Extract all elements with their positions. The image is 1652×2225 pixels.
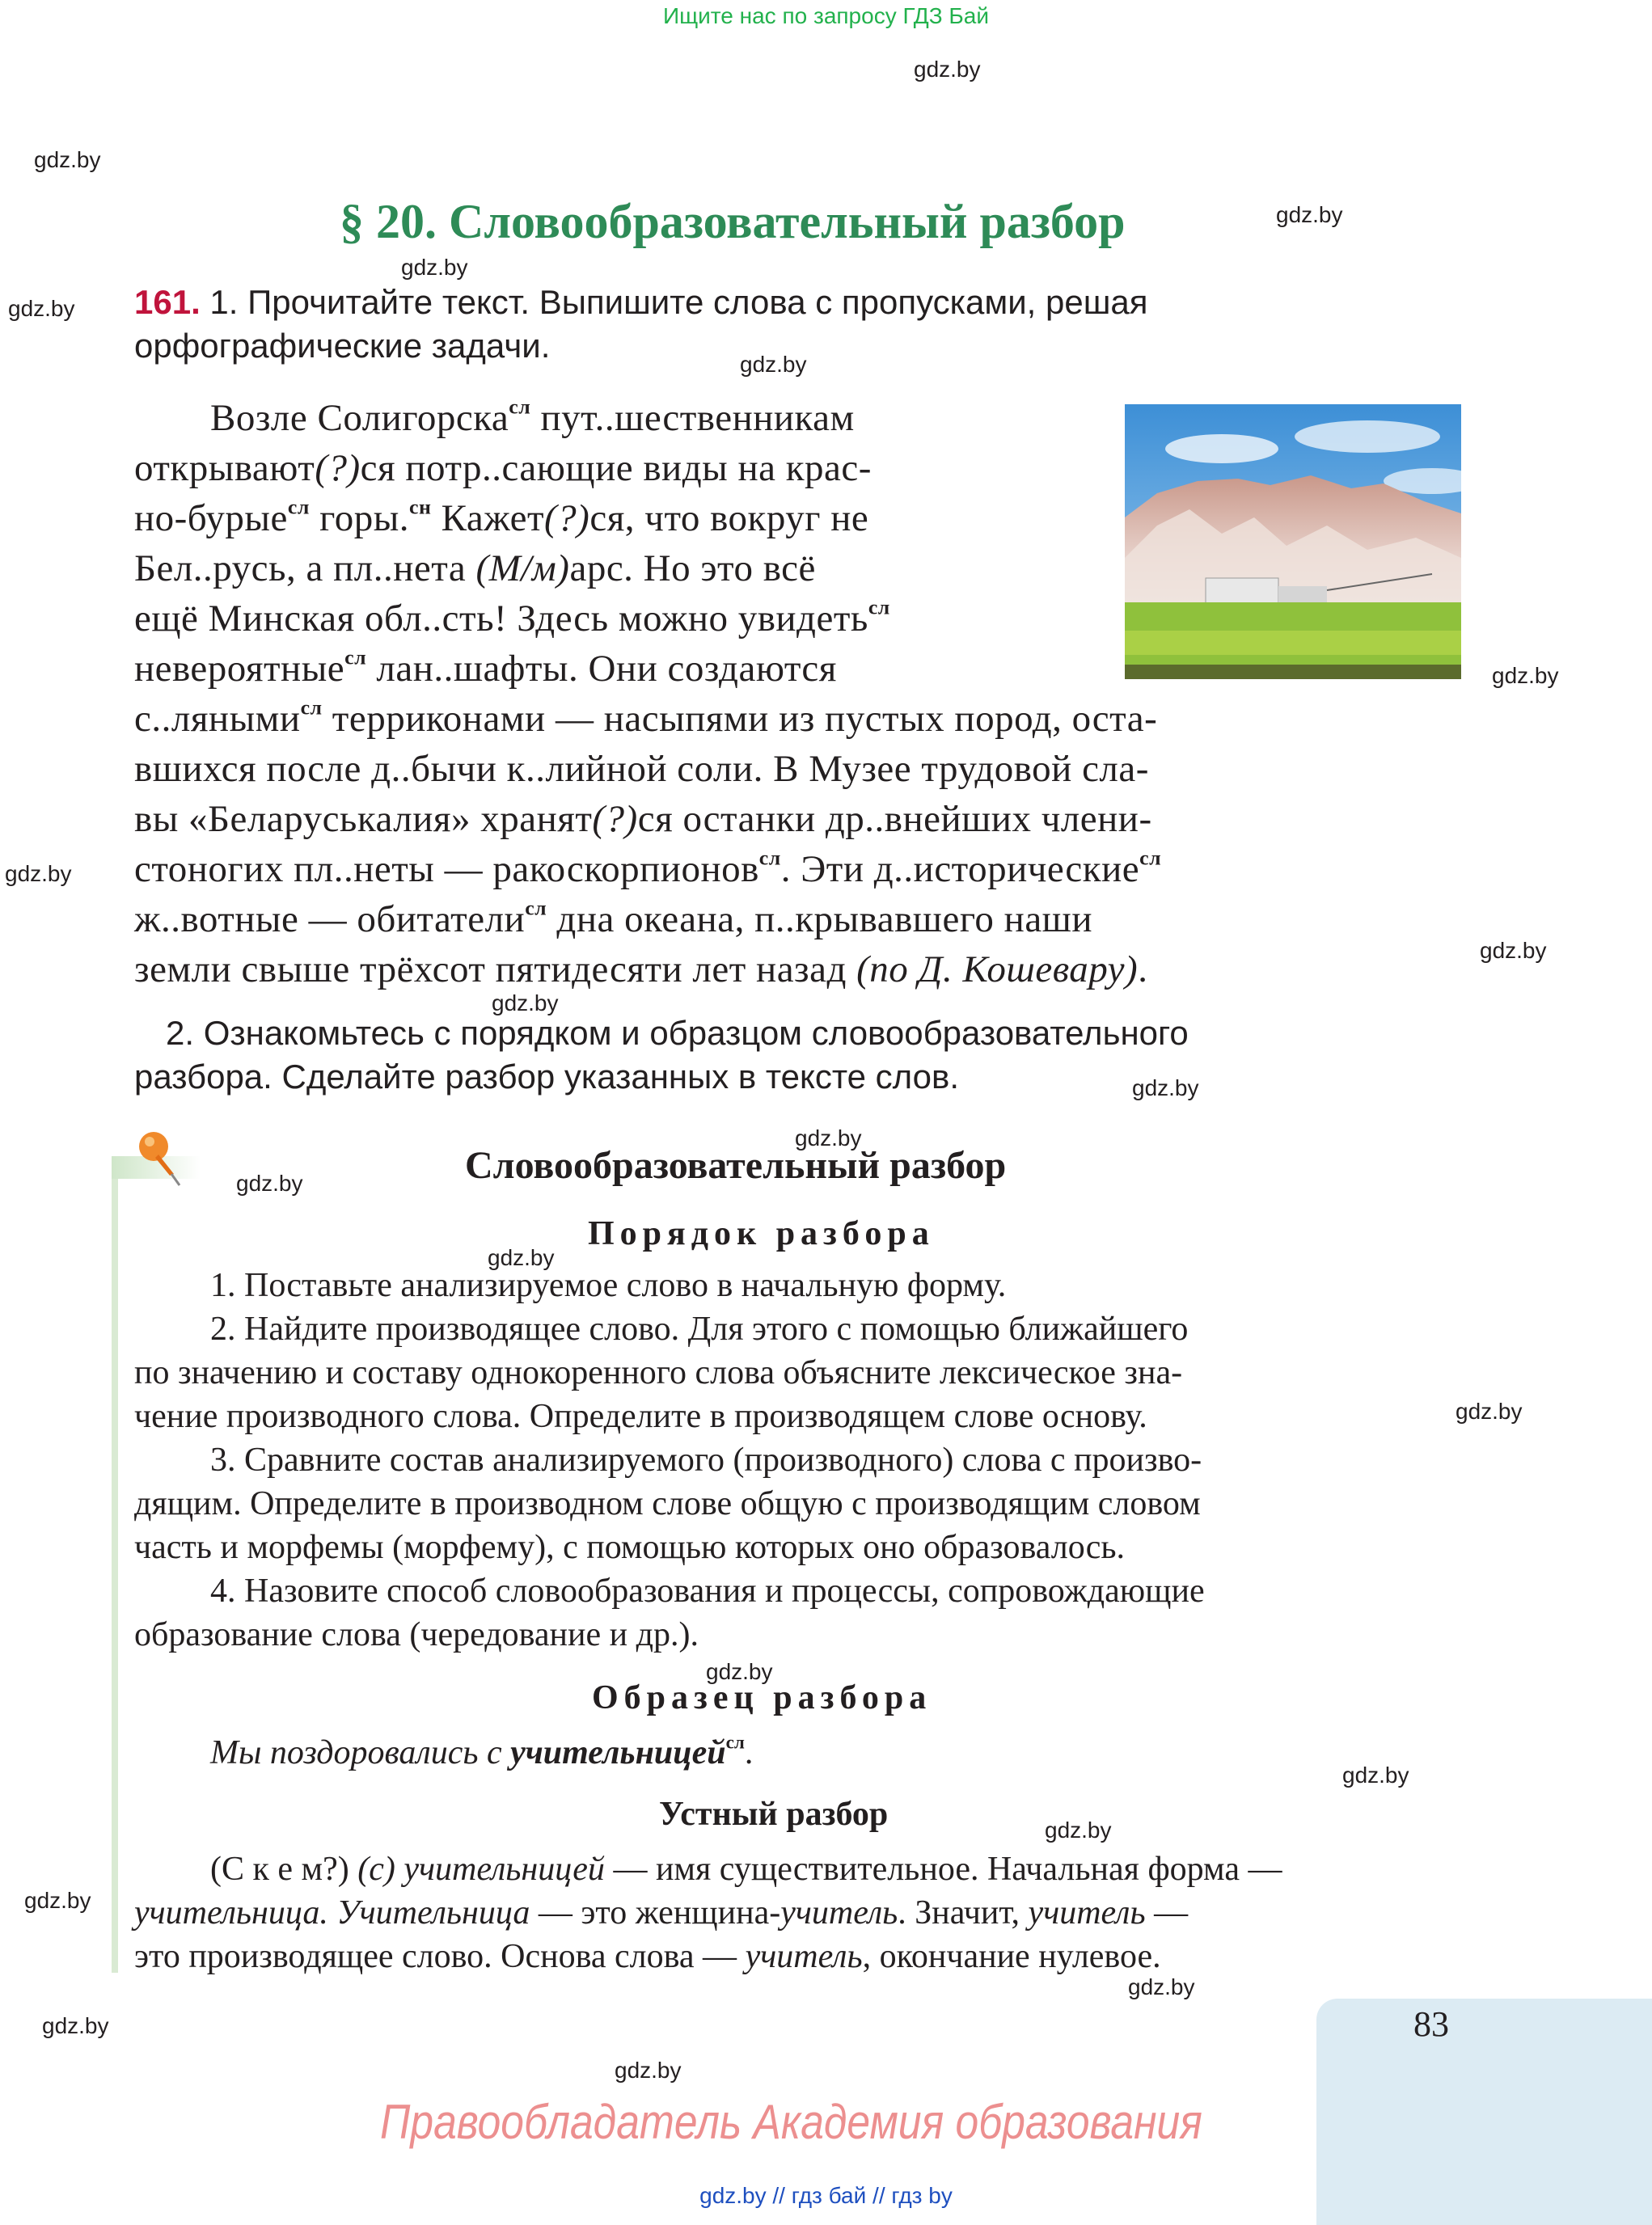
rule-line-1: 1. Поставьте анализируемое слово в начальную форму. bbox=[210, 1267, 1007, 1304]
sample-text: Мы поздоровались с bbox=[210, 1734, 511, 1771]
text-line-6 bbox=[134, 647, 837, 690]
rule-line-8: 4. Назовите способ словообразования и процессы, сопровождающие bbox=[210, 1573, 1205, 1610]
watermark: gdz.by bbox=[42, 2013, 109, 2038]
text-fragment: , окончание нулевое. bbox=[862, 1938, 1161, 1975]
italic-fragment: учительница. Учительница bbox=[134, 1894, 530, 1932]
italic-fragment: (М/м) bbox=[475, 547, 570, 589]
text-line-2 bbox=[134, 446, 872, 490]
italic-fragment: учитель bbox=[1028, 1894, 1146, 1932]
watermark: gdz.by bbox=[1045, 1818, 1112, 1843]
italic-fragment: учитель bbox=[780, 1894, 898, 1932]
text-fragment: арс. Но это всё bbox=[569, 547, 816, 589]
watermark: gdz.by bbox=[1492, 663, 1559, 688]
superscript-mark: сл bbox=[344, 645, 367, 669]
task-instruction-line-2: орфографические задачи. bbox=[134, 327, 551, 365]
footer-links[interactable]: gdz.by // гдз бай // гдз by bbox=[699, 2183, 953, 2208]
watermark: gdz.by bbox=[34, 147, 101, 172]
text-fragment: но-бурые bbox=[134, 497, 288, 539]
watermark: gdz.by bbox=[1456, 1399, 1523, 1424]
text-fragment: Кажет bbox=[431, 497, 545, 539]
italic-fragment: (?) bbox=[315, 447, 361, 489]
text-line-7 bbox=[134, 697, 1157, 741]
rule-line-4: чение производного слова. Определите в производящем слове основу. bbox=[134, 1398, 1147, 1435]
rule-title: Словообразовательный разбор bbox=[465, 1144, 1007, 1187]
watermark: gdz.by bbox=[488, 1245, 555, 1270]
superscript-mark: сл bbox=[1139, 846, 1162, 870]
text-line-12 bbox=[134, 948, 1147, 991]
task-instruction-line-1 bbox=[134, 283, 1148, 322]
watermark: gdz.by bbox=[236, 1171, 303, 1196]
italic-fragment: учитель bbox=[745, 1938, 863, 1975]
oral-line-1 bbox=[210, 1850, 1282, 1889]
text-line-11 bbox=[134, 897, 1092, 941]
text-fragment: — bbox=[1145, 1894, 1189, 1932]
watermark: gdz.by bbox=[1276, 202, 1343, 227]
oral-line-2 bbox=[134, 1894, 1188, 1932]
text-fragment: невероятные bbox=[134, 648, 345, 690]
watermark: gdz.by bbox=[706, 1659, 773, 1684]
rule-line-7: часть и морфемы (морфему), с помощью которых оно образовалось. bbox=[134, 1529, 1126, 1566]
page-number: 83 bbox=[1413, 2004, 1449, 2044]
watermark: gdz.by bbox=[401, 255, 468, 280]
sample-title: Образец разбора bbox=[592, 1679, 932, 1716]
text-fragment: Возле Солигорска bbox=[210, 397, 509, 439]
task2-line-1: 2. Ознакомьтесь с порядком и образцом словообразовательного bbox=[166, 1014, 1189, 1052]
task2-line-2: разбора. Сделайте разбор указанных в тексте слов. bbox=[134, 1058, 959, 1096]
rule-line-6: дящим. Определите в производном слове общую с производящим словом bbox=[134, 1485, 1201, 1522]
section-heading: § 20. Словообразовательный разбор bbox=[340, 195, 1126, 248]
oral-line-3 bbox=[134, 1937, 1161, 1976]
text-fragment: пут..шественникам bbox=[530, 397, 855, 439]
superscript-mark: сл bbox=[300, 695, 323, 720]
task-text: 1. Прочитайте текст. Выпишите слова с пропусками, решая bbox=[209, 283, 1148, 321]
text-fragment: дна океана, п..крывавшего наши bbox=[547, 898, 1093, 940]
text-fragment: . bbox=[1138, 948, 1148, 990]
watermark: gdz.by bbox=[24, 1888, 91, 1913]
italic-fragment: (по Д. Кошевару) bbox=[856, 948, 1139, 990]
text-fragment: лан..шафты. Они создаются bbox=[366, 648, 837, 690]
watermark: gdz.by bbox=[5, 861, 72, 886]
text-fragment: — имя существительное. Начальная форма — bbox=[604, 1851, 1282, 1888]
rule-line-2: 2. Найдите производящее слово. Для этого с помощью ближайшего bbox=[210, 1311, 1189, 1348]
text-line-3 bbox=[134, 496, 868, 540]
text-fragment: ж..вотные — обитатели bbox=[134, 898, 526, 940]
order-title: Порядок разбора bbox=[588, 1215, 935, 1252]
text-fragment: (С к е м?) bbox=[210, 1851, 358, 1888]
watermark: gdz.by bbox=[795, 1125, 862, 1150]
pushpin-icon bbox=[129, 1124, 194, 1188]
text-fragment: открывают bbox=[134, 447, 315, 489]
superscript-mark: сл bbox=[509, 395, 531, 419]
text-fragment: . Эти д..исторические bbox=[780, 848, 1140, 890]
text-fragment: ся останки др..внейших члени- bbox=[637, 798, 1152, 840]
text-fragment: земли свыше трёхсот пятидесяти лет назад bbox=[134, 948, 857, 990]
task-number: 161. bbox=[134, 283, 201, 321]
oral-title: Устный разбор bbox=[659, 1796, 889, 1833]
rule-side-bar bbox=[112, 1156, 118, 1973]
watermark: gdz.by bbox=[1342, 1763, 1409, 1788]
italic-fragment: (?) bbox=[544, 497, 590, 539]
superscript-mark: сл bbox=[725, 1731, 745, 1753]
text-fragment: вы «Беларуськалия» хранят bbox=[134, 798, 593, 840]
text-fragment: терриконами — насыпями из пустых пород, оста- bbox=[322, 698, 1158, 740]
superscript-mark: сл bbox=[287, 495, 310, 519]
superscript-mark: сн bbox=[409, 495, 432, 519]
text-line-8: вшихся после д..бычи к..лийной соли. В Музее трудовой сла- bbox=[134, 748, 1149, 790]
text-fragment: стоногих пл..неты — ракоскорпионов bbox=[134, 848, 759, 890]
sample-word: учительницей bbox=[510, 1734, 726, 1771]
rule-line-3: по значению и составу однокоренного слова объясните лексическое зна- bbox=[134, 1354, 1183, 1391]
rights-holder-text: Правообладатель Академия образования bbox=[380, 2095, 1202, 2149]
text-line-1 bbox=[210, 396, 855, 440]
text-fragment: ещё Минская обл..сть! Здесь можно увидеть bbox=[134, 597, 868, 640]
text-line-10 bbox=[134, 847, 1161, 891]
text-line-4 bbox=[134, 547, 816, 590]
rule-line-9: образование слова (чередование и др.). bbox=[134, 1616, 699, 1653]
text-fragment: горы. bbox=[309, 497, 410, 539]
superscript-mark: сл bbox=[758, 846, 781, 870]
text-fragment: Бел..русь, а пл..нета bbox=[134, 547, 476, 589]
watermark: gdz.by bbox=[1132, 1075, 1199, 1100]
italic-fragment: (с) учительницей bbox=[357, 1851, 605, 1888]
text-line-9 bbox=[134, 797, 1152, 841]
text-fragment: с..ляными bbox=[134, 698, 301, 740]
italic-fragment: (?) bbox=[592, 798, 638, 840]
watermark: gdz.by bbox=[1128, 1974, 1195, 1999]
watermark: gdz.by bbox=[8, 296, 75, 321]
sample-sentence bbox=[210, 1733, 753, 1772]
top-banner[interactable]: Ищите нас по запросу ГДЗ Бай bbox=[662, 3, 990, 28]
text-fragment: — это женщина- bbox=[530, 1894, 781, 1932]
watermark: gdz.by bbox=[615, 2058, 682, 2083]
watermark: gdz.by bbox=[492, 990, 559, 1015]
text-line-5 bbox=[134, 597, 890, 640]
text-fragment: . bbox=[744, 1734, 754, 1771]
superscript-mark: сл bbox=[525, 896, 547, 920]
superscript-mark: сл bbox=[868, 595, 890, 619]
watermark: gdz.by bbox=[1480, 938, 1547, 963]
text-fragment: . Значит, bbox=[898, 1894, 1029, 1932]
text-fragment: это производящее слово. Основа слова — bbox=[134, 1938, 746, 1975]
text-fragment: ся потр..сающие виды на крас- bbox=[360, 447, 872, 489]
text-fragment: ся, что вокруг не bbox=[589, 497, 869, 539]
rule-line-5: 3. Сравните состав анализируемого (производного) слова с произво- bbox=[210, 1442, 1202, 1479]
watermark: gdz.by bbox=[914, 57, 981, 82]
soligorsk-landscape-photo bbox=[1125, 404, 1461, 679]
watermark: gdz.by bbox=[740, 352, 807, 377]
